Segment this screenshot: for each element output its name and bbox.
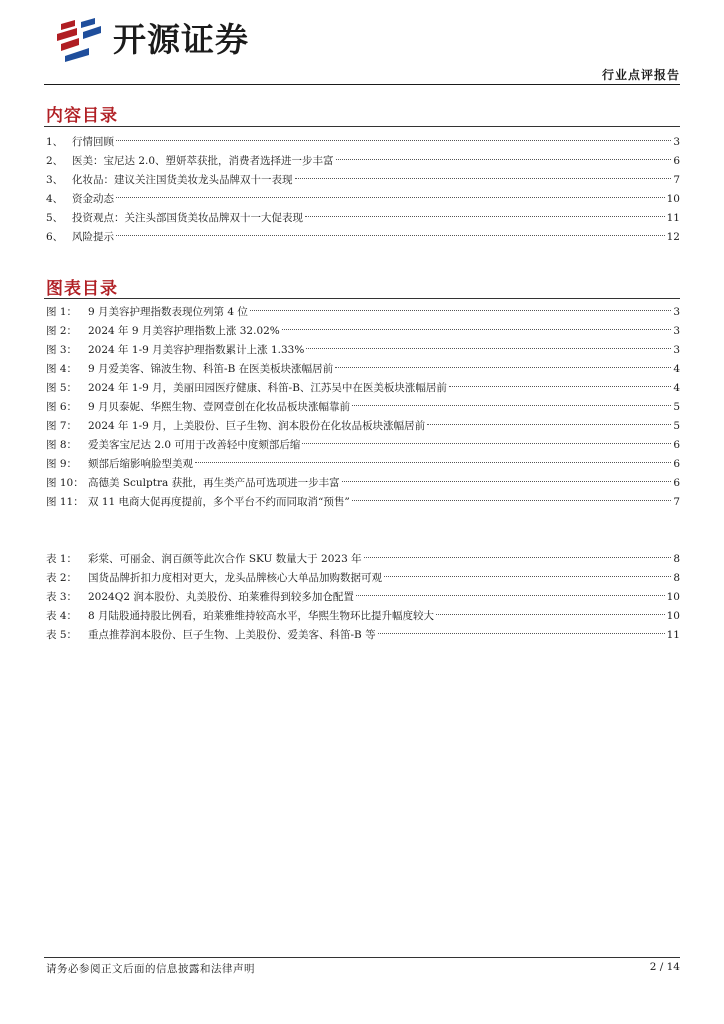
table-entry[interactable]: 表 5： 重点推荐润本股份、巨子生物、上美股份、爱美客、科笛-B 等 11 — [46, 629, 680, 641]
header-divider — [44, 84, 680, 85]
toc-entry[interactable]: 6、 风险提示 12 — [46, 231, 680, 243]
chart-entry[interactable]: 图 5： 2024 年 1-9 月，美丽田园医疗健康、科笛-B、江苏吴中在医美板块涨幅居前 4 — [46, 382, 680, 394]
contents-list — [46, 133, 680, 247]
table-entry[interactable]: 表 1： 彩棠、可丽金、润百颜等此次合作 SKU 数量大于 2023 年 8 — [46, 553, 680, 565]
chart-entry[interactable]: 图 8： 爱美客宝尼达 2.0 可用于改善轻中度颏部后缩 6 — [46, 439, 680, 451]
contents-divider — [44, 126, 680, 127]
chart-entry[interactable]: 图 6： 9 月贝泰妮、华熙生物、壹网壹创在化妆品板块涨幅靠前 5 — [46, 401, 680, 413]
logo-mark-icon — [55, 18, 105, 62]
toc-entry[interactable]: 3、 化妆品：建议关注国货美妆龙头品牌双十一表现 7 — [46, 174, 680, 186]
footer-divider — [44, 957, 680, 958]
chart-entry[interactable]: 图 1： 9 月美容护理指数表现位列第 4 位 3 — [46, 306, 680, 318]
table-entry[interactable]: 表 3： 2024Q2 润本股份、丸美股份、珀莱雅得到较多加仓配置 10 — [46, 591, 680, 603]
chart-entry[interactable]: 图 4： 9 月爱美客、锦波生物、科笛-B 在医美板块涨幅居前 4 — [46, 363, 680, 375]
chart-entry[interactable]: 图 11： 双 11 电商大促再度提前，多个平台不约而同取消“预售” 7 — [46, 496, 680, 508]
chart-entry[interactable]: 图 10： 高德美 Sculptra 获批，再生类产品可选项进一步丰富 6 — [46, 477, 680, 489]
table-list — [46, 550, 680, 645]
footer-disclaimer: 请务必参阅正文后面的信息披露和法律声明 — [46, 963, 255, 975]
toc-entry[interactable]: 2、 医美：宝尼达 2.0、塑妍萃获批，消费者选择进一步丰富 6 — [46, 155, 680, 167]
company-logo — [55, 18, 249, 62]
report-type-label: 行业点评报告 — [601, 68, 680, 82]
chart-list — [46, 303, 680, 512]
figures-title: 图表目录 — [46, 279, 118, 299]
chart-entry[interactable]: 图 7： 2024 年 1-9 月，上美股份、巨子生物、润本股份在化妆品板块涨幅居前 5 — [46, 420, 680, 432]
logo-text: 开源证券 — [113, 20, 249, 59]
contents-title: 内容目录 — [46, 106, 118, 126]
toc-entry[interactable]: 1、 行情回顾 3 — [46, 136, 680, 148]
page-indicator: 2 / 14 — [649, 961, 680, 973]
toc-entry[interactable]: 4、 资金动态 10 — [46, 193, 680, 205]
toc-entry[interactable]: 5、 投资观点：关注头部国货美妆品牌双十一大促表现 11 — [46, 212, 680, 224]
chart-entry[interactable]: 图 9： 颏部后缩影响脸型美观 6 — [46, 458, 680, 470]
table-entry[interactable]: 表 4： 8 月陆股通持股比例看，珀莱雅维持较高水平，华熙生物环比提升幅度较大 10 — [46, 610, 680, 622]
chart-entry[interactable]: 图 3： 2024 年 1-9 月美容护理指数累计上涨 1.33% 3 — [46, 344, 680, 356]
chart-entry[interactable]: 图 2： 2024 年 9 月美容护理指数上涨 32.02% 3 — [46, 325, 680, 337]
figures-divider — [44, 298, 680, 299]
table-entry[interactable]: 表 2： 国货品牌折扣力度相对更大，龙头品牌核心大单品加购数据可观 8 — [46, 572, 680, 584]
